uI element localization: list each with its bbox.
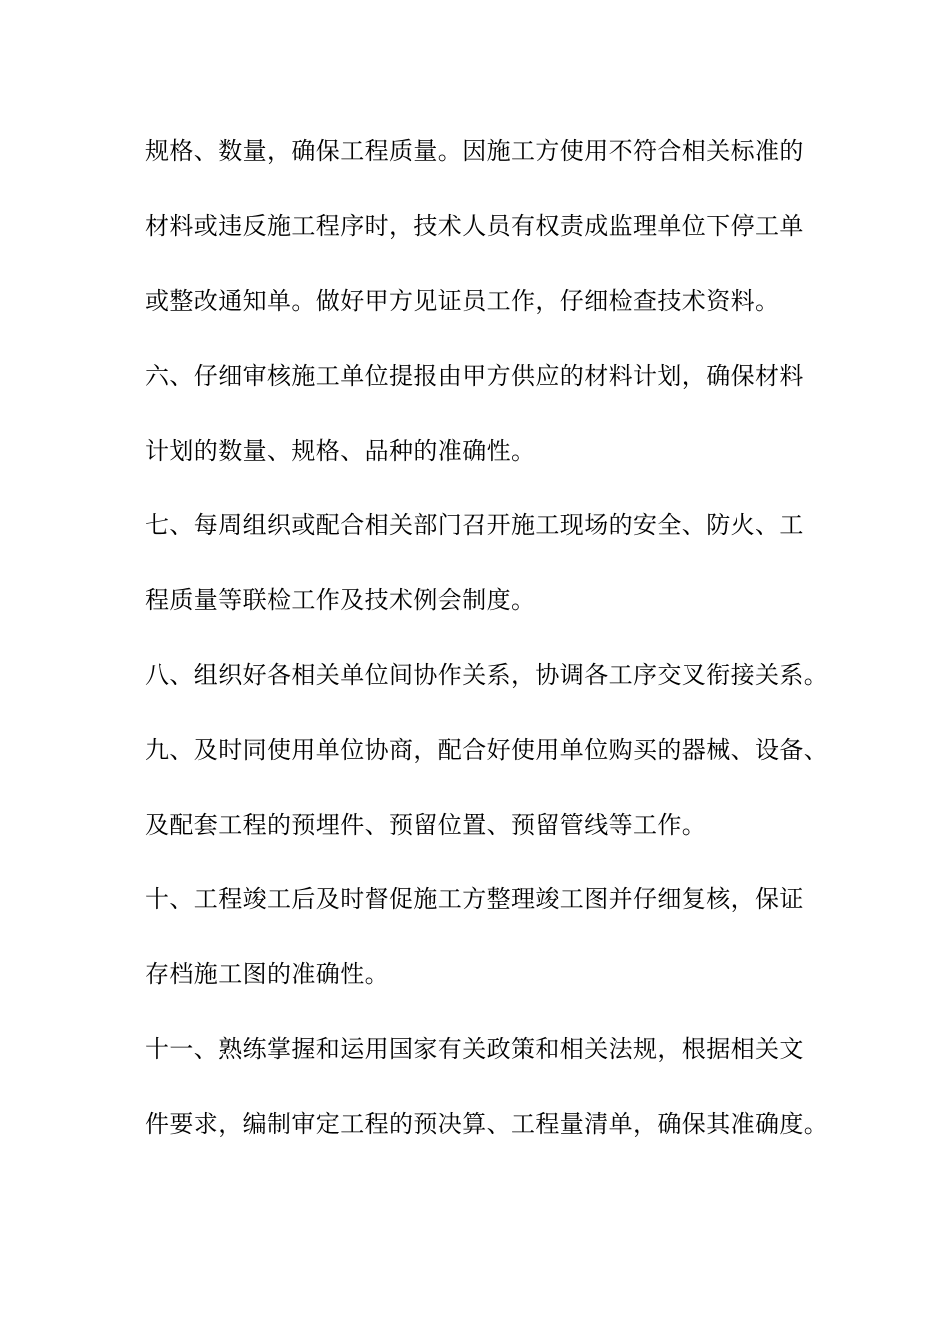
text-line: 八、组织好各相关单位间协作关系，协调各工序交叉衔接关系。 (145, 661, 829, 689)
text-line: 程质量等联检工作及技术例会制度。 (145, 586, 536, 614)
text-line: 及配套工程的预埋件、预留位置、预留管线等工作。 (145, 811, 707, 839)
text-line: 存档施工图的准确性。 (145, 960, 389, 988)
text-line: 九、及时同使用单位协商，配合好使用单位购买的器械、设备、 (145, 736, 829, 764)
text-line: 或整改通知单。做好甲方见证员工作，仔细检查技术资料。 (145, 287, 780, 315)
text-line: 计划的数量、规格、品种的准确性。 (145, 437, 536, 465)
text-line: 十、工程竣工后及时督促施工方整理竣工图并仔细复核，保证 (145, 885, 804, 913)
text-line: 六、仔细审核施工单位提报由甲方供应的材料计划，确保材料 (145, 362, 804, 390)
text-line: 七、每周组织或配合相关部门召开施工现场的安全、防火、工 (145, 511, 804, 539)
text-line: 件要求，编制审定工程的预决算、工程量清单，确保其准确度。 (145, 1110, 829, 1138)
text-line: 十一、熟练掌握和运用国家有关政策和相关法规，根据相关文 (145, 1035, 804, 1063)
text-line: 材料或违反施工程序时，技术人员有权责成监理单位下停工单 (145, 212, 804, 240)
text-line: 规格、数量，确保工程质量。因施工方使用不符合相关标准的 (145, 137, 804, 165)
